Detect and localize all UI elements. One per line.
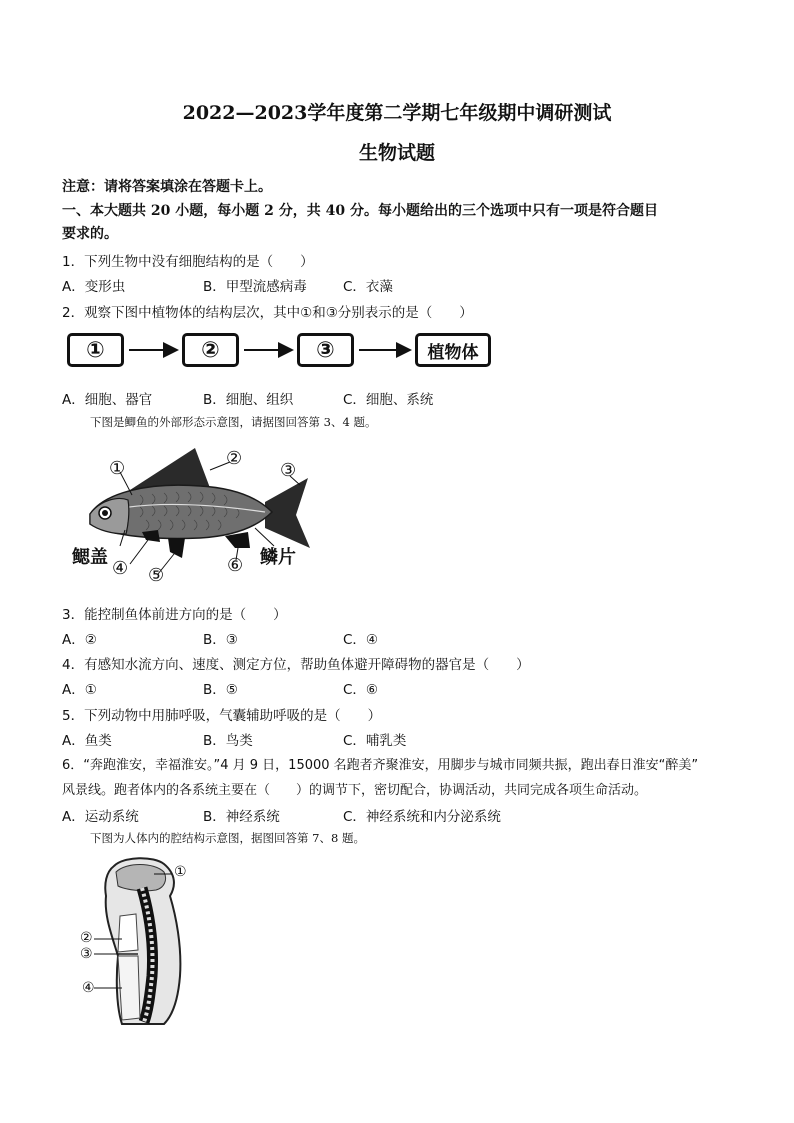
question-5-stem: 5．下列动物中用肺呼吸，气囊辅助呼吸的是（ ） [62, 708, 382, 724]
fish-pectoral-fin [142, 530, 160, 542]
fish-label-scale: 鳞片 [260, 547, 296, 568]
fish-label-gill-cover: 鳃盖 [72, 547, 108, 568]
body-intro: 下图为人体内的腔结构示意图，据图回答第 7、8 题。 [90, 831, 365, 845]
question-3-option-c: C．④ [343, 632, 379, 648]
question-3-stem: 3．能控制鱼体前进方向的是（ ） [62, 607, 287, 623]
question-1-option-a: A．变形虫 [62, 279, 126, 295]
question-2-stem: 2．观察下图中植物体的结构层次，其中①和③分别表示的是（ ） [62, 305, 473, 321]
question-5-option-c: C．哺乳类 [343, 733, 407, 749]
fish-label-4: ④ [112, 558, 129, 579]
body-label-2: ② [80, 930, 93, 946]
fish-dorsal-fin [130, 448, 210, 490]
question-3-option-a: A．② [62, 632, 97, 648]
question-4-option-c: C．⑥ [343, 682, 379, 698]
question-1-option-b: B．甲型流感病毒 [203, 279, 307, 295]
question-6-option-c: C．神经系统和内分泌系统 [343, 809, 501, 825]
question-1-stem: 1．下列生物中没有细胞结构的是（ ） [62, 254, 314, 270]
fish-label-6: ⑥ [227, 555, 244, 576]
question-6-option-b: B．神经系统 [203, 809, 280, 825]
question-5-option-b: B．鸟类 [203, 733, 253, 749]
flow-box-plant: 植物体 [415, 333, 491, 367]
cranial-cavity [116, 865, 166, 891]
question-4-stem: 4．有感知水流方向、速度、测定方位，帮助鱼体避开障碍物的器官是（ ） [62, 657, 530, 673]
fish-pelvic-fin [168, 538, 185, 558]
flow-box-2: ② [182, 333, 239, 367]
question-1-option-c: C．衣藻 [343, 279, 393, 295]
question-2-option-a: A．细胞、器官 [62, 392, 153, 408]
question-4-option-a: A．① [62, 682, 97, 698]
question-2-option-b: B．细胞、组织 [203, 392, 294, 408]
notice: 注意：请将答案填涂在答题卡上。 [62, 179, 272, 195]
question-6-stem-line1: 6．“奔跑淮安，幸福淮安。”4 月 9 日，15000 名跑者齐聚淮安，用脚步与城市同频共振，跑出春日淮安“醉美” [62, 758, 699, 773]
fish-label-5: ⑤ [148, 565, 165, 586]
flow-box-1: ① [67, 333, 124, 367]
flow-box-3: ③ [297, 333, 354, 367]
question-4-option-b: B．⑤ [203, 682, 238, 698]
fish-label-1: ① [109, 458, 126, 479]
question-3-option-b: B．③ [203, 632, 238, 648]
page-title: 2022—2023学年度第二学期七年级期中调研测试 [182, 102, 612, 124]
question-6-option-a: A．运动系统 [62, 809, 139, 825]
thoracic-cavity [118, 914, 138, 952]
section-instruction-line1: 一、本大题共 20 小题，每小题 2 分，共 40 分。每小题给出的三个选项中只有一项是符合题目 [62, 203, 658, 219]
fish-label-2: ② [226, 448, 243, 469]
flow-arrows [0, 0, 794, 400]
question-2-option-c: C．细胞、系统 [343, 392, 434, 408]
page-subtitle: 生物试题 [358, 142, 435, 164]
body-label-4: ④ [82, 980, 95, 996]
fish-intro: 下图是鲫鱼的外部形态示意图，请据图回答第 3、4 题。 [90, 415, 377, 429]
body-label-1: ① [174, 864, 187, 880]
body-label-3: ③ [80, 946, 93, 962]
section-instruction-line2: 要求的。 [62, 226, 118, 242]
question-6-stem-line2: 风景线。跑者体内的各系统主要在（ ）的调节下，密切配合，协调活动，共同完成各项生命活动。 [62, 783, 648, 798]
question-5-option-a: A．鱼类 [62, 733, 112, 749]
fish-label-3: ③ [280, 460, 297, 481]
